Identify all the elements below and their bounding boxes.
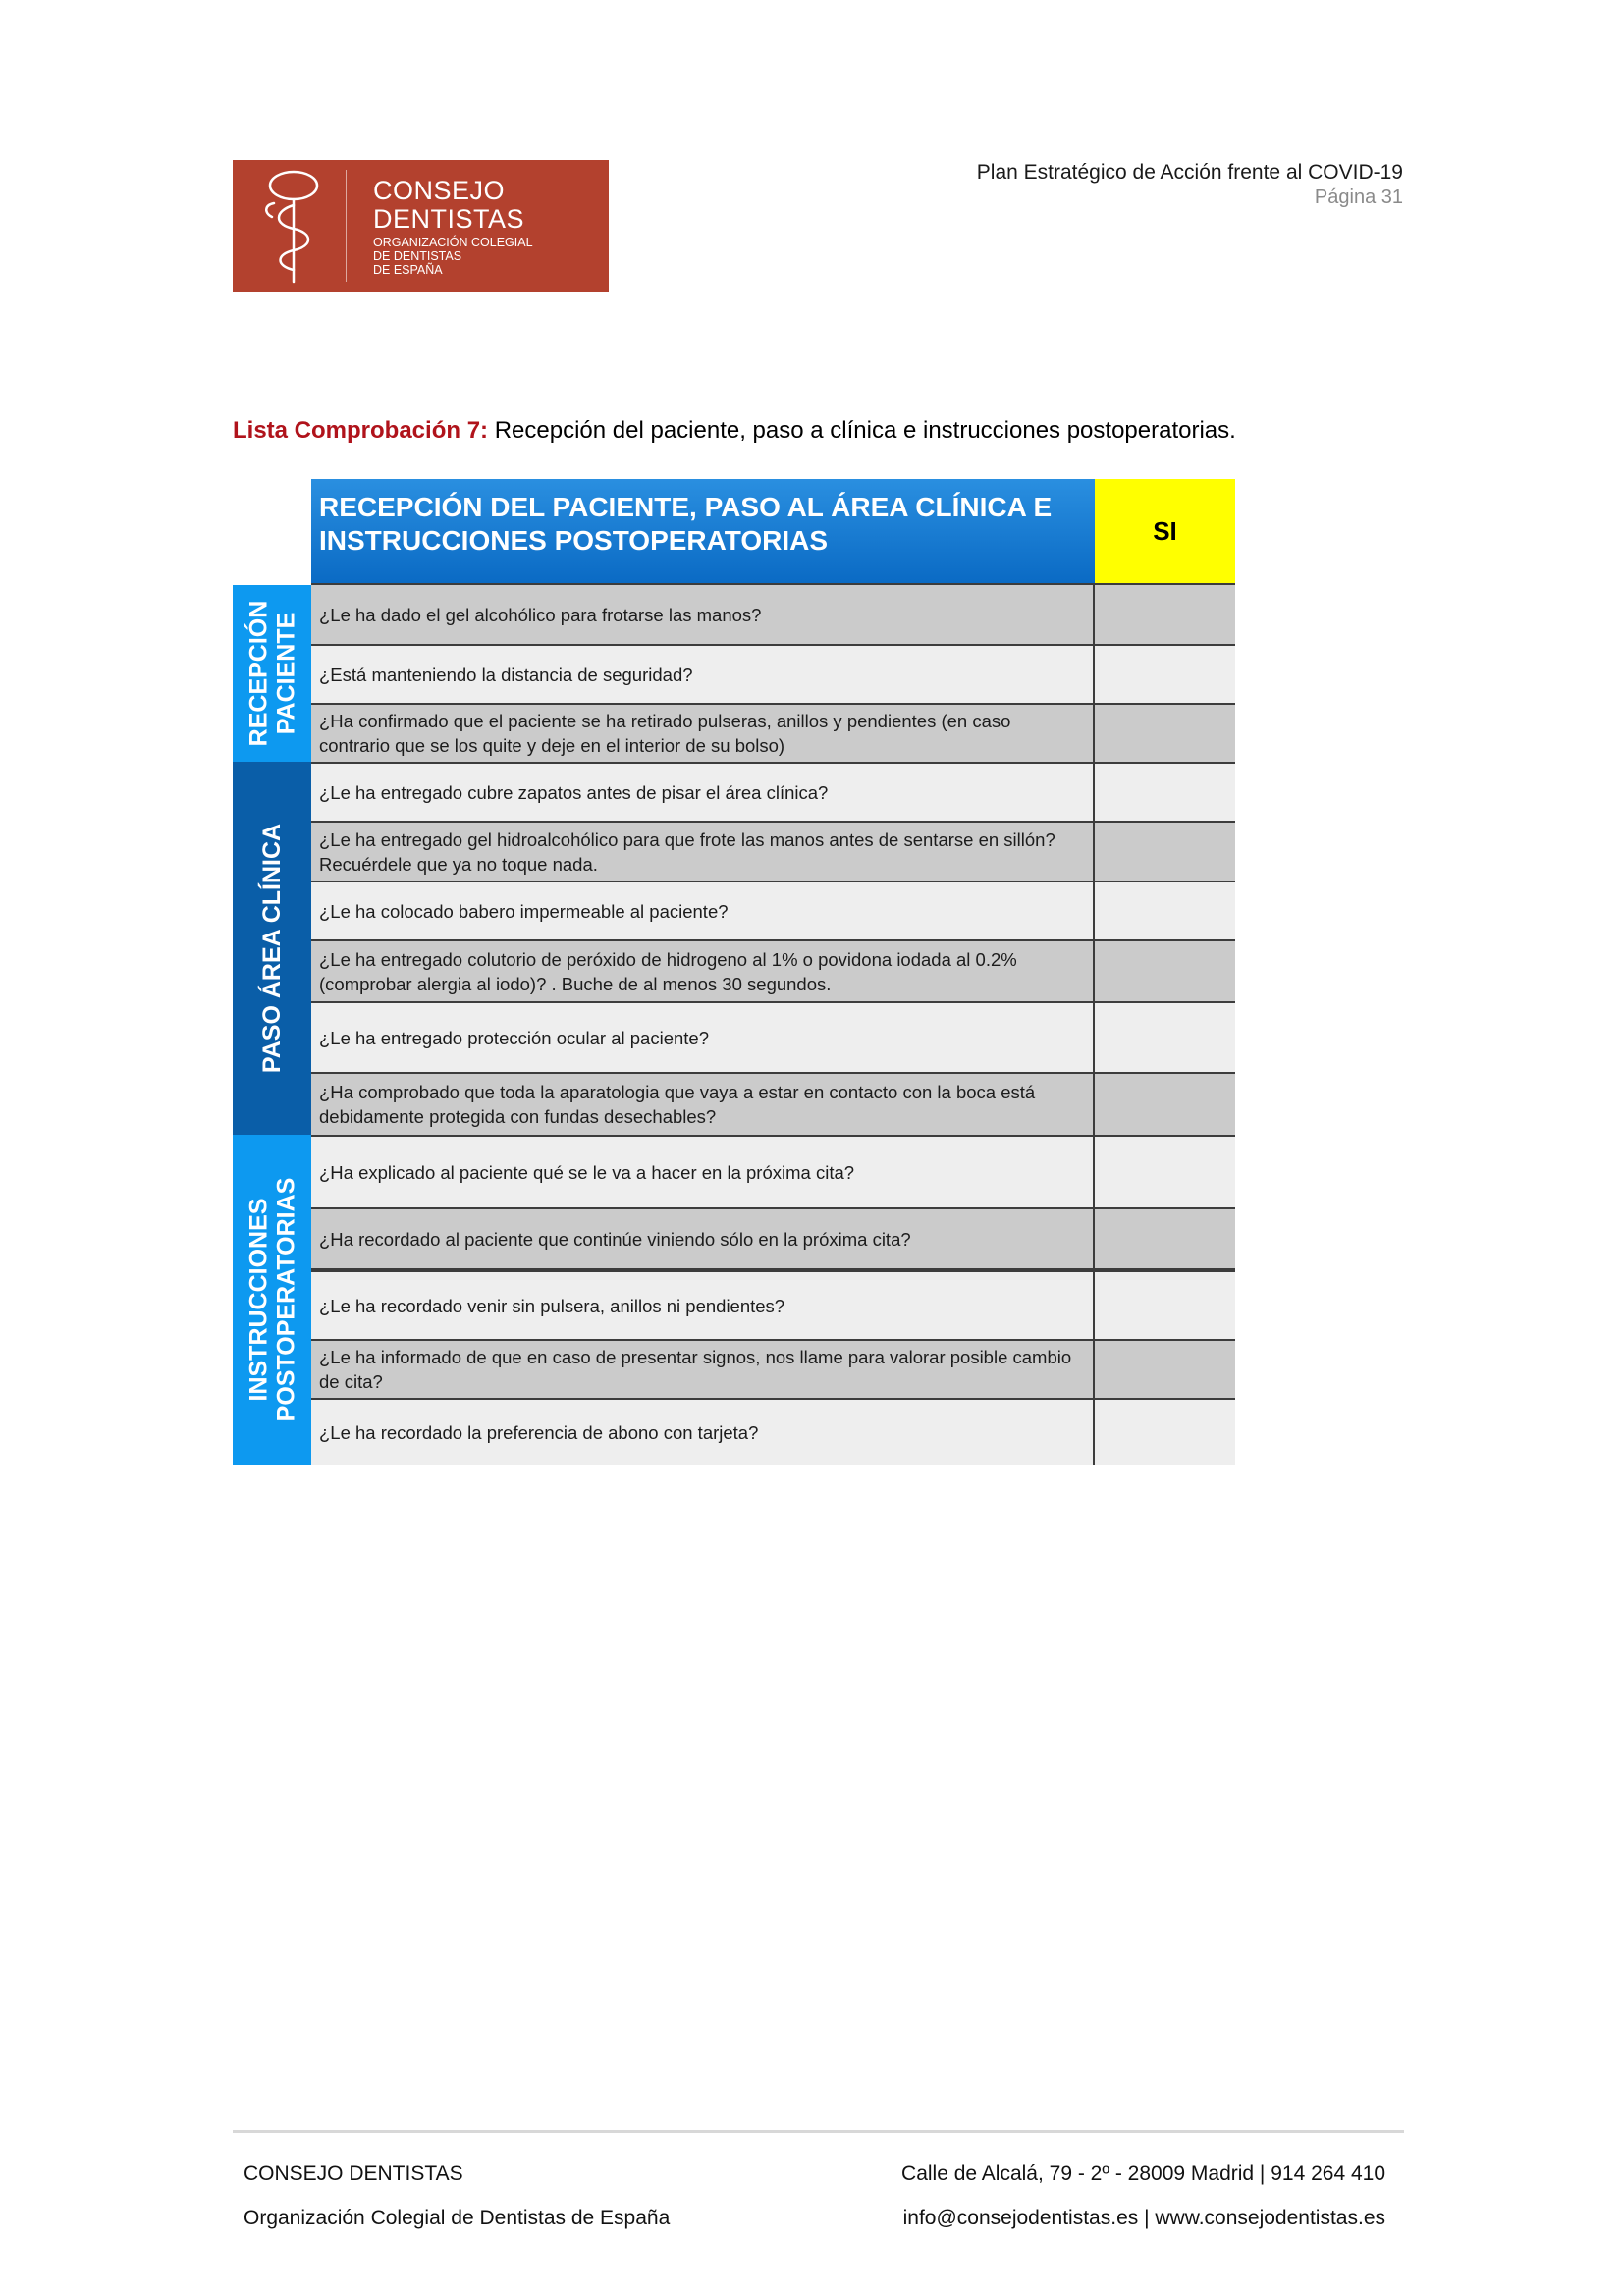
checklist-row <box>311 1268 1235 1339</box>
si-checkbox-cell[interactable] <box>1095 764 1235 821</box>
checklist-row <box>311 881 1235 939</box>
checklist-row <box>311 821 1235 881</box>
checklist-row <box>311 1135 1235 1207</box>
checklist-question: ¿Le ha entregado protección ocular al paciente? <box>311 1003 1095 1072</box>
footer-address: Calle de Alcalá, 79 - 2º - 28009 Madrid | 914 264 410 <box>901 2163 1385 2185</box>
si-checkbox-cell[interactable] <box>1095 1003 1235 1072</box>
footer-contact: info@consejodentistas.es | www.consejodentistas.es <box>902 2207 1385 2229</box>
logo-divider <box>346 170 347 282</box>
logo-line-5: DE ESPAÑA <box>373 263 443 277</box>
checklist-question: ¿Le ha recordado la preferencia de abono con tarjeta? <box>311 1400 1095 1465</box>
checklist-caption-text: Recepción del paciente, paso a clínica e instrucciones postoperatorias. <box>494 417 1236 444</box>
checklist-row <box>311 762 1235 821</box>
checklist-question: ¿Le ha informado de que en caso de presentar signos, nos llame para valorar posible cambio de cita? <box>311 1341 1095 1398</box>
table-title <box>311 479 1095 584</box>
si-checkbox-cell[interactable] <box>1095 823 1235 881</box>
section-label-instrucciones <box>233 1135 311 1465</box>
checklist-row <box>311 1072 1235 1135</box>
logo-line-3: ORGANIZACIÓN COLEGIAL <box>373 236 533 249</box>
logo-line-4: DE DENTISTAS <box>373 249 462 263</box>
si-checkbox-cell[interactable] <box>1095 585 1235 644</box>
column-header-si: SI <box>1095 479 1235 584</box>
checklist-caption-label: Lista Comprobación 7: <box>233 417 489 444</box>
section-label-recepcion <box>233 585 311 762</box>
si-checkbox-cell[interactable] <box>1095 705 1235 762</box>
logo-line-1: CONSEJO <box>373 176 506 205</box>
si-checkbox-cell[interactable] <box>1095 1341 1235 1398</box>
checklist-row <box>311 644 1235 703</box>
document-header <box>977 160 1403 209</box>
checklist-question: ¿Está manteniendo la distancia de seguridad? <box>311 646 1095 703</box>
section-label-paso-area-clinica <box>233 762 311 1135</box>
checklist-row <box>311 1001 1235 1072</box>
checklist-question: ¿Le ha entregado colutorio de peróxido de hidrogeno al 1% o povidona iodada al 0.2% (comprobar alergia al iodo)? . Buche de al menos 30 segundos. <box>311 941 1095 1001</box>
checklist-row <box>311 1398 1235 1465</box>
si-checkbox-cell[interactable] <box>1095 1272 1235 1339</box>
section-label-line-2: PACIENTE <box>272 612 300 735</box>
checklist-question: ¿Le ha colocado babero impermeable al paciente? <box>311 882 1095 939</box>
checklist-row <box>311 939 1235 1001</box>
footer-divider <box>233 2130 1404 2133</box>
checklist-question: ¿Ha explicado al paciente qué se le va a hacer en la próxima cita? <box>311 1137 1095 1207</box>
si-checkbox-cell[interactable] <box>1095 882 1235 939</box>
section-label-line-1: RECEPCIÓN <box>244 600 273 747</box>
si-checkbox-cell[interactable] <box>1095 1074 1235 1135</box>
table-title-line-1: RECEPCIÓN DEL PACIENTE, PASO AL ÁREA CLÍNICA E <box>319 492 1053 522</box>
checklist-row <box>311 583 1235 644</box>
checklist-row <box>311 703 1235 762</box>
checklist-question: ¿Ha recordado al paciente que continúe viniendo sólo en la próxima cita? <box>311 1209 1095 1268</box>
document-title: Plan Estratégico de Acción frente al COVID-19 <box>976 161 1403 184</box>
page-number: Página 31 <box>1314 187 1403 208</box>
checklist-table <box>233 479 1235 1465</box>
logo-subtitle <box>373 236 569 277</box>
footer-organization: CONSEJO DENTISTAS <box>243 2163 463 2185</box>
checklist-question: ¿Le ha recordado venir sin pulsera, anillos ni pendientes? <box>311 1272 1095 1339</box>
logo <box>233 160 609 292</box>
caduceus-icon <box>254 166 333 286</box>
si-checkbox-cell[interactable] <box>1095 646 1235 703</box>
checklist-row <box>311 1339 1235 1398</box>
footer-organization-full: Organización Colegial de Dentistas de España <box>243 2207 671 2229</box>
checklist-caption <box>233 416 1236 446</box>
checklist-question: ¿Le ha entregado cubre zapatos antes de pisar el área clínica? <box>311 764 1095 821</box>
checklist-question: ¿Ha confirmado que el paciente se ha retirado pulseras, anillos y pendientes (en caso contrario que se los quite y deje en el interior de su bolso) <box>311 705 1095 762</box>
si-checkbox-cell[interactable] <box>1095 1400 1235 1465</box>
section-label-text <box>244 1178 299 1422</box>
checklist-row <box>311 1207 1235 1268</box>
section-label-text <box>258 824 286 1073</box>
table-title-line-2: INSTRUCCIONES POSTOPERATORIAS <box>319 525 829 556</box>
logo-line-2: DENTISTAS <box>373 204 525 234</box>
section-label-line-2: POSTOPERATORIAS <box>272 1177 300 1422</box>
section-label-text <box>244 601 299 747</box>
si-checkbox-cell[interactable] <box>1095 941 1235 1001</box>
checklist-question: ¿Le ha entregado gel hidroalcohólico para que frote las manos antes de sentarse en sillón? Recuérdele que ya no toque nada. <box>311 823 1095 881</box>
checklist-question: ¿Le ha dado el gel alcohólico para frotarse las manos? <box>311 585 1095 644</box>
si-checkbox-cell[interactable] <box>1095 1137 1235 1207</box>
section-label-line-1: PASO ÁREA CLÍNICA <box>258 823 286 1074</box>
section-label-line-1: INSTRUCCIONES <box>244 1198 273 1402</box>
si-checkbox-cell[interactable] <box>1095 1209 1235 1268</box>
checklist-question: ¿Ha comprobado que toda la aparatologia que vaya a estar en contacto con la boca está debidamente protegida con fundas desechables? <box>311 1074 1095 1135</box>
